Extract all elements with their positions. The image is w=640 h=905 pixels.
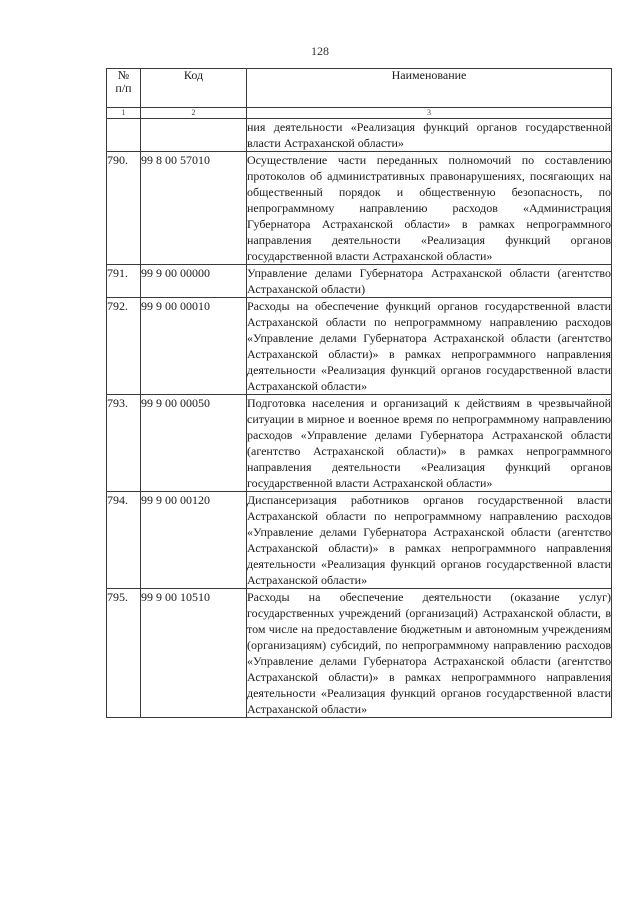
row-number: 794.	[107, 492, 141, 589]
row-code: 99 8 00 57010	[141, 152, 247, 265]
row-number	[107, 119, 141, 152]
row-code: 99 9 00 00000	[141, 265, 247, 298]
row-code: 99 9 00 00050	[141, 395, 247, 492]
table-row	[107, 119, 612, 152]
row-number: 795.	[107, 589, 141, 718]
column-number-row	[107, 108, 612, 119]
row-name: Подготовка населения и организаций к действиям в чрезвычайной ситуации в мирное и военное время по непрограммному направлению расходов «Управление делами Губернатора Астраханской области (агентство Астраханской области)» в рамках непрограммного направления деятельности «Реализация функций органов государственной власти Астраханской области»	[247, 396, 611, 490]
row-name: ния деятельности «Реализация функций органов государственной власти Астраханской области»	[247, 120, 611, 150]
column-number: 2	[141, 108, 247, 119]
row-code: 99 9 00 00120	[141, 492, 247, 589]
column-number: 1	[107, 108, 141, 119]
table-row	[107, 492, 612, 589]
row-number: 791.	[107, 265, 141, 298]
row-name: Расходы на обеспечение деятельности (оказание услуг) государственных учреждений (организаций) Астраханской области, в том числе на предоставление бюджетным и автономным учреждениям (организациям) субсидий, по непрограммному направлению расходов «Управление делами Губернатора Астраханской области (агентство Астраханской области)» в рамках непрограммного направления деятельности «Реализация функций органов государственной власти Астраханской области»	[247, 590, 611, 716]
table-header-row	[107, 69, 612, 108]
page-number: 128	[311, 44, 329, 58]
header-name: Наименование	[247, 69, 612, 108]
row-name: Осуществление части переданных полномочий по составлению протоколов об административных правонарушениях, посягающих на общественный порядок и общественную безопасность, по непрограммному направлению расходов «Администрация Губернатора Астраханской области» в рамках непрограммного направления деятельности «Реализация функций органов государственной власти Астраханской области»	[247, 153, 611, 263]
row-number: 793.	[107, 395, 141, 492]
row-code	[141, 119, 247, 152]
table-row	[107, 265, 612, 298]
column-number: 3	[247, 108, 612, 119]
row-number: 790.	[107, 152, 141, 265]
table-row	[107, 589, 612, 718]
table-row	[107, 395, 612, 492]
table-row	[107, 152, 612, 265]
row-name: Управление делами Губернатора Астраханской области (агентство Астраханской области)	[247, 266, 611, 296]
row-name: Расходы на обеспечение функций органов государственной власти Астраханской области по непрограммному направлению расходов «Управление делами Губернатора Астраханской области (агентство Астраханской области)» в рамках непрограммного направления деятельности «Реализация функций органов государственной власти Астраханской области»	[247, 299, 611, 393]
header-code: Код	[141, 69, 247, 108]
row-code: 99 9 00 10510	[141, 589, 247, 718]
row-code: 99 9 00 00010	[141, 298, 247, 395]
table-row	[107, 298, 612, 395]
row-number: 792.	[107, 298, 141, 395]
header-num: № п/п	[107, 69, 141, 108]
budget-codes-table	[106, 68, 612, 718]
row-name: Диспансеризация работников органов государственной власти Астраханской области по непрограммному направлению расходов «Управление делами Губернатора Астраханской области (агентство Астраханской области)» в рамках непрограммного направления деятельности «Реализация функций органов государственной власти Астраханской области»	[247, 493, 611, 587]
